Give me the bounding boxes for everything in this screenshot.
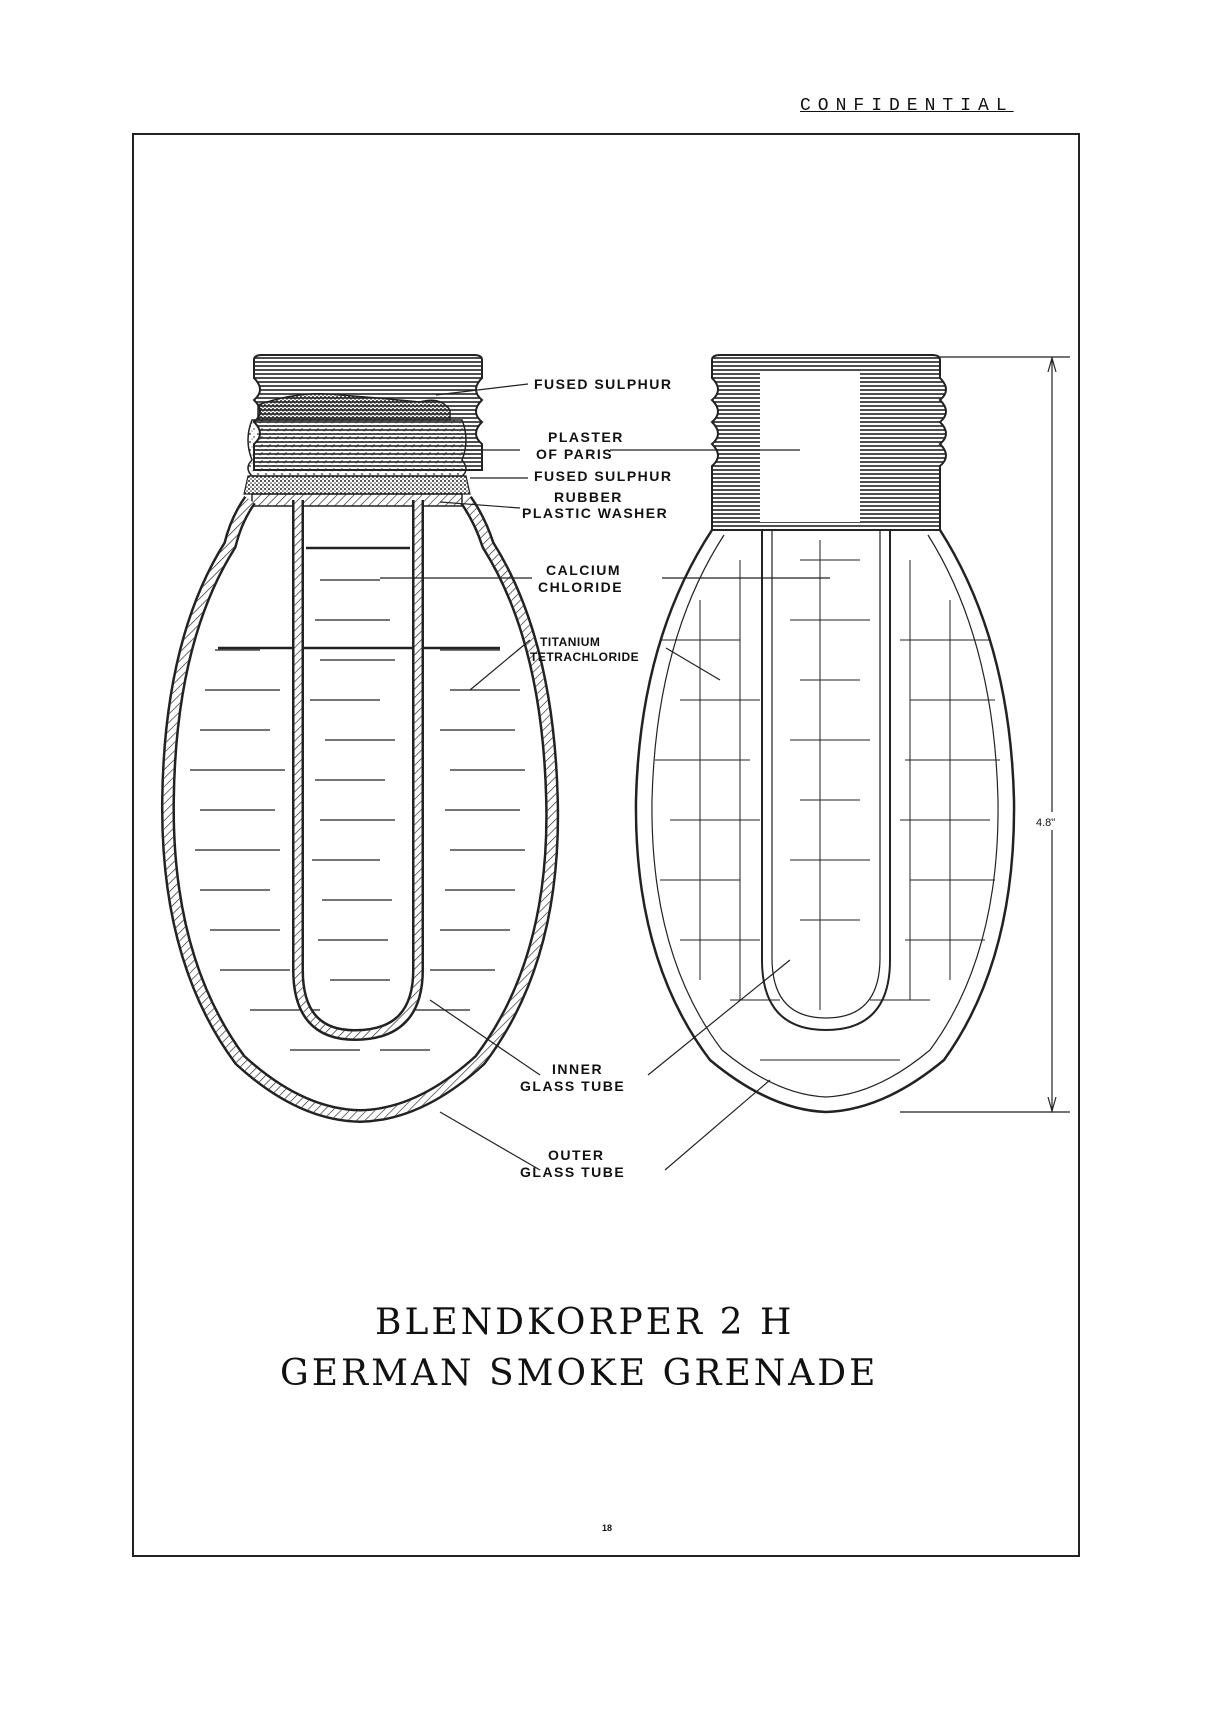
height-dimension-label: 4.8" xyxy=(1036,817,1056,829)
label-inner-line1: INNER xyxy=(552,1061,604,1077)
title-line2: GERMAN SMOKE GRENADE xyxy=(280,1353,879,1394)
label-inner-line2: GLASS TUBE xyxy=(520,1078,626,1094)
liquid-fill-lines xyxy=(190,648,525,1050)
label-calcium-line1: CALCIUM xyxy=(546,562,622,578)
outer-bulb-right xyxy=(636,530,1014,1112)
label-calcium-line2: CHLORIDE xyxy=(538,579,624,595)
label-plaster-line2: OF PARIS xyxy=(536,446,614,462)
external-view xyxy=(636,355,1014,1112)
outer-glass-tube xyxy=(168,500,552,1116)
plaster-of-paris xyxy=(248,420,466,476)
page-number: 18 xyxy=(602,1523,613,1533)
rubber-washer xyxy=(252,494,462,506)
label-plaster-line1: PLASTER xyxy=(548,429,624,445)
inner-liquid-lines xyxy=(306,548,410,980)
section-view xyxy=(168,355,552,1116)
label-fused-sulphur-lower: FUSED SULPHUR xyxy=(534,468,673,484)
label-titanium-line2: TETRACHLORIDE xyxy=(530,650,640,664)
label-outer-line1: OUTER xyxy=(548,1147,605,1163)
label-rubber-line2: PLASTIC WASHER xyxy=(522,505,669,521)
title-line1: BLENDKORPER 2 H xyxy=(375,1302,795,1343)
label-outer-line2: GLASS TUBE xyxy=(520,1164,626,1180)
label-fused-sulphur-top: FUSED SULPHUR xyxy=(534,376,673,392)
fused-sulphur-lower-layer xyxy=(244,476,470,494)
inner-tube-right xyxy=(762,530,890,1030)
label-rubber-line1: RUBBER xyxy=(554,489,623,505)
label-titanium-line1: TITANIUM xyxy=(540,635,601,649)
glass-reflection-lines xyxy=(655,540,1000,1060)
classification-marking: CONFIDENTIAL xyxy=(800,96,1014,116)
